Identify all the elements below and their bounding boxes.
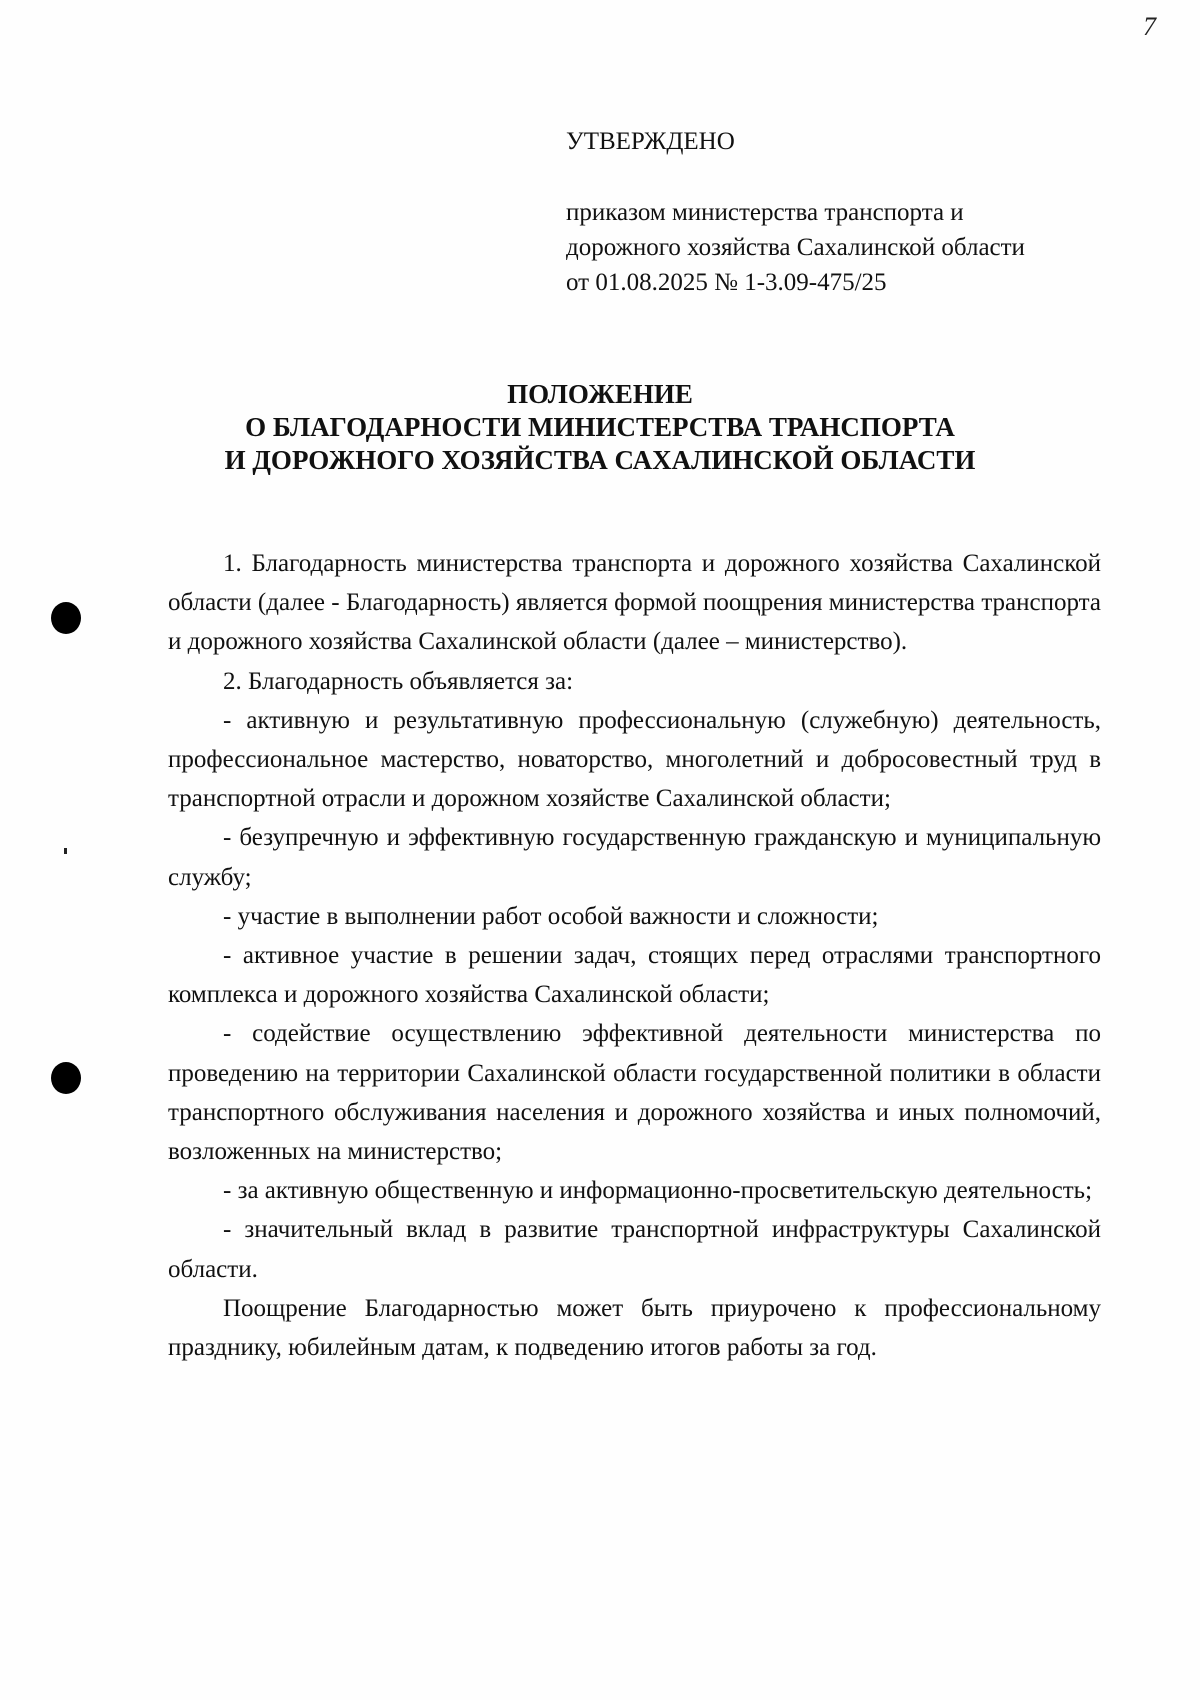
paragraph: 2. Благодарность объявляется за: (223, 667, 574, 695)
list-item: - за активную общественную и информационно-просветительскую деятельность; (223, 1177, 1093, 1205)
approval-heading: УТВЕРЖДЕНО (566, 128, 735, 155)
page-number-mark: 7 (1143, 12, 1156, 41)
title-line: И ДОРОЖНОГО ХОЗЯЙСТВА САХАЛИНСКОЙ ОБЛАСТИ (224, 445, 976, 475)
binder-hole-mark (51, 1062, 81, 1094)
binder-hole-mark (51, 602, 81, 634)
list-item: - значительный вклад в развитие транспортной инфраструктуры Сахалинской области. (168, 1216, 1101, 1283)
title-line: О БЛАГОДАРНОСТИ МИНИСТЕРСТВА ТРАНСПОРТА (245, 412, 955, 442)
document-title (160, 378, 1040, 477)
approval-line: приказом министерства транспорта и (566, 199, 964, 226)
list-item: - активную и результативную профессиональную (служебную) деятельность, профессиональное мастерство, новаторство, многолетний и добросовестный труд в транспортной отрасли и дорожном хозяйстве Сахалинской области; (168, 706, 1101, 813)
list-item: - безупречную и эффективную государственную гражданскую и муниципальную службу; (168, 824, 1101, 891)
list-item: - содействие осуществлению эффективной деятельности министерства по проведению на территории Сахалинской области государственной политики в области транспортного обслуживания населения и дорожного хозяйства и иных полномочий, возложенных на министерство; (168, 1020, 1101, 1166)
list-item: - активное участие в решении задач, стоящих перед отраслями транспортного комплекса и дорожного хозяйства Сахалинской области; (168, 942, 1101, 1009)
list-item: - участие в выполнении работ особой важности и сложности; (223, 902, 879, 930)
scan-speck (64, 848, 67, 854)
document-body (168, 544, 1101, 1367)
approval-line: дорожного хозяйства Сахалинской области (566, 234, 1025, 261)
approval-order-number: от 01.08.2025 № 1-3.09-475/25 (566, 269, 887, 296)
title-line: ПОЛОЖЕНИЕ (507, 379, 693, 409)
paragraph: Поощрение Благодарностью может быть приурочено к профессиональному празднику, юбилейным датам, к подведению итогов работы за год. (168, 1294, 1101, 1362)
approval-block (566, 124, 1126, 300)
paragraph: 1. Благодарность министерства транспорта и дорожного хозяйства Сахалинской области (далее - Благодарность) является формой поощрения министерства транспорта и дорожного хозяйства Сахалинской области (далее – министерство). (168, 550, 1101, 656)
